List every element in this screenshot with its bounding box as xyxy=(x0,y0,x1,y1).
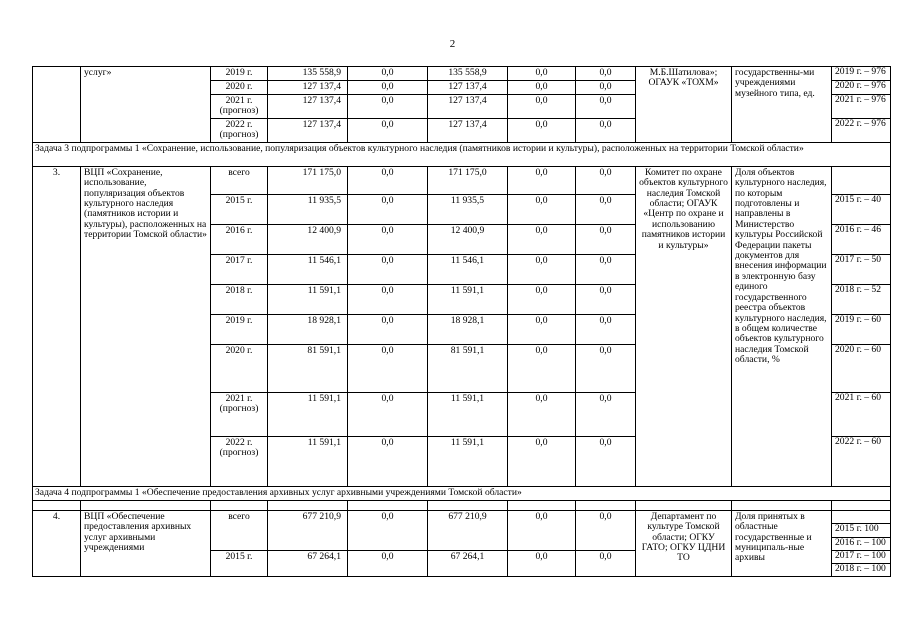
total-cell: 11 935,5 xyxy=(268,194,348,224)
blank-cell xyxy=(348,500,428,510)
other-cell: 0,0 xyxy=(576,510,636,550)
federal-cell: 0,0 xyxy=(348,95,428,119)
year-cell: 2019 г. xyxy=(211,314,268,344)
local-cell: 0,0 xyxy=(508,314,576,344)
local-cell: 0,0 xyxy=(508,284,576,314)
year-cell: 2015 г. xyxy=(211,194,268,224)
federal-cell: 0,0 xyxy=(348,550,428,576)
federal-cell: 0,0 xyxy=(348,284,428,314)
local-cell: 0,0 xyxy=(508,224,576,254)
year-cell: 2015 г. xyxy=(211,550,268,576)
indicator-value-cell: 2022 г. – 976 xyxy=(832,118,891,142)
regional-cell: 12 400,9 xyxy=(428,224,508,254)
regional-cell: 127 137,4 xyxy=(428,95,508,119)
local-cell: 0,0 xyxy=(508,254,576,284)
regional-cell: 67 264,1 xyxy=(428,550,508,576)
other-cell: 0,0 xyxy=(576,224,636,254)
federal-cell: 0,0 xyxy=(348,166,428,194)
blank-cell xyxy=(81,500,211,510)
total-cell: 11 591,1 xyxy=(268,392,348,436)
table-row xyxy=(33,67,891,81)
other-cell: 0,0 xyxy=(576,67,636,81)
federal-cell: 0,0 xyxy=(348,224,428,254)
local-cell: 0,0 xyxy=(508,166,576,194)
other-cell: 0,0 xyxy=(576,284,636,314)
indicator-value: 2016 г. – 100 xyxy=(835,536,886,548)
indicator-value-cell xyxy=(832,166,891,194)
year-cell: 2022 г. (прогноз) xyxy=(211,436,268,486)
executor-cell: М.Б.Шатилова»; ОГАУК «ТОХМ» xyxy=(636,67,732,143)
row-number-cell: 4. xyxy=(33,510,81,576)
local-cell: 0,0 xyxy=(508,81,576,95)
indicator-value-cell xyxy=(832,510,891,550)
other-cell: 0,0 xyxy=(576,118,636,142)
other-cell: 0,0 xyxy=(576,344,636,392)
other-cell: 0,0 xyxy=(576,436,636,486)
year-cell: 2022 г. (прогноз) xyxy=(211,118,268,142)
indicator-value-cell: 2020 г. – 60 xyxy=(832,344,891,392)
indicator-value-cell: 2021 г. – 976 xyxy=(832,95,891,119)
other-cell: 0,0 xyxy=(576,392,636,436)
indicator-value-cell: 2022 г. – 60 xyxy=(832,436,891,486)
indicator-value-cell: 2015 г. – 40 xyxy=(832,194,891,224)
blank-cell xyxy=(33,500,81,510)
regional-cell: 11 935,5 xyxy=(428,194,508,224)
year-cell: всего xyxy=(211,510,268,550)
federal-cell: 0,0 xyxy=(348,510,428,550)
table-row xyxy=(33,500,891,510)
local-cell: 0,0 xyxy=(508,436,576,486)
federal-cell: 0,0 xyxy=(348,344,428,392)
budget-table xyxy=(32,66,891,577)
blank-cell xyxy=(832,500,891,510)
federal-cell: 0,0 xyxy=(348,436,428,486)
program-name: услуг» xyxy=(84,67,112,78)
local-cell: 0,0 xyxy=(508,118,576,142)
program-name-cell: ВЦП «Сохранение, использование, популяризация объектов культурного наследия (памятников истории и культуры), расположенных на территории Томской области» xyxy=(81,166,211,486)
regional-cell: 135 558,9 xyxy=(428,67,508,81)
regional-cell: 11 591,1 xyxy=(428,392,508,436)
indicator-value-cell xyxy=(832,550,891,576)
task-row xyxy=(33,486,891,500)
indicator-value: 2015 г. 100 xyxy=(832,524,890,538)
regional-cell: 677 210,9 xyxy=(428,510,508,550)
year-cell: 2016 г. xyxy=(211,224,268,254)
regional-cell: 127 137,4 xyxy=(428,118,508,142)
indicator-value-cell: 2021 г. – 60 xyxy=(832,392,891,436)
year-cell: 2019 г. xyxy=(211,67,268,81)
indicator-cell: Доля принятых в областные государственные и муниципаль-ные архивы xyxy=(732,510,832,576)
other-cell: 0,0 xyxy=(576,254,636,284)
regional-cell: 127 137,4 xyxy=(428,81,508,95)
program-name-cell: ВЦП «Обеспечение предоставления архивных услуг архивными учреждениями xyxy=(81,510,211,576)
budget-table-wrapper xyxy=(32,66,890,577)
year-cell: 2017 г. xyxy=(211,254,268,284)
regional-cell: 171 175,0 xyxy=(428,166,508,194)
year-cell: 2018 г. xyxy=(211,284,268,314)
blank-cell xyxy=(732,500,832,510)
regional-cell: 11 591,1 xyxy=(428,284,508,314)
other-cell: 0,0 xyxy=(576,314,636,344)
other-cell: 0,0 xyxy=(576,95,636,119)
local-cell: 0,0 xyxy=(508,510,576,550)
local-cell: 0,0 xyxy=(508,194,576,224)
other-cell: 0,0 xyxy=(576,194,636,224)
indicator-value: 2018 г. – 100 xyxy=(835,562,886,574)
federal-cell: 0,0 xyxy=(348,118,428,142)
total-cell: 81 591,1 xyxy=(268,344,348,392)
blank-cell xyxy=(508,500,576,510)
total-cell: 12 400,9 xyxy=(268,224,348,254)
blank-cell xyxy=(268,500,348,510)
local-cell: 0,0 xyxy=(508,344,576,392)
total-cell: 11 591,1 xyxy=(268,284,348,314)
total-cell: 677 210,9 xyxy=(268,510,348,550)
blank-cell xyxy=(576,500,636,510)
federal-cell: 0,0 xyxy=(348,81,428,95)
indicator-value-cell: 2016 г. – 46 xyxy=(832,224,891,254)
total-cell: 127 137,4 xyxy=(268,118,348,142)
indicator-value-cell: 2018 г. – 52 xyxy=(832,284,891,314)
year-cell: 2021 г. (прогноз) xyxy=(211,392,268,436)
blank-cell xyxy=(211,500,268,510)
regional-cell: 81 591,1 xyxy=(428,344,508,392)
total-cell: 11 546,1 xyxy=(268,254,348,284)
row-number-cell xyxy=(33,67,81,143)
regional-cell: 18 928,1 xyxy=(428,314,508,344)
year-cell: всего xyxy=(211,166,268,194)
program-name-cell xyxy=(81,67,211,143)
row-number-cell: 3. xyxy=(33,166,81,486)
federal-cell: 0,0 xyxy=(348,67,428,81)
task-4-heading: Задача 4 подпрограммы 1 «Обеспечение предоставления архивных услуг архивными учреждениями Томской области» xyxy=(33,486,891,500)
federal-cell: 0,0 xyxy=(348,194,428,224)
regional-cell: 11 591,1 xyxy=(428,436,508,486)
task-3-heading: Задача 3 подпрограммы 1 «Сохранение, использование, популяризация объектов культурного наследия (памятников истории и культуры), расположенных на территории Томской области» xyxy=(33,142,891,166)
table-row xyxy=(33,166,891,194)
other-cell: 0,0 xyxy=(576,166,636,194)
total-cell: 11 591,1 xyxy=(268,436,348,486)
total-cell: 127 137,4 xyxy=(268,95,348,119)
local-cell: 0,0 xyxy=(508,95,576,119)
blank-cell xyxy=(636,500,732,510)
federal-cell: 0,0 xyxy=(348,314,428,344)
task-row xyxy=(33,142,891,166)
indicator-value-cell: 2017 г. – 50 xyxy=(832,254,891,284)
indicator-value-cell: 2020 г. – 976 xyxy=(832,81,891,95)
executor-cell: Комитет по охране объектов культурного наследия Томской области; ОГАУК «Центр по охране и использованию памятников истории и культуры» xyxy=(636,166,732,486)
other-cell: 0,0 xyxy=(576,550,636,576)
executor-cell: Департамент по культуре Томской области; ОГКУ ГАТО; ОГКУ ЦДНИ ТО xyxy=(636,510,732,576)
indicator-cell: государственны-ми учреждениями музейного типа, ед. xyxy=(732,67,832,143)
other-cell: 0,0 xyxy=(576,81,636,95)
table-row xyxy=(33,510,891,550)
year-cell: 2020 г. xyxy=(211,344,268,392)
year-cell: 2020 г. xyxy=(211,81,268,95)
local-cell: 0,0 xyxy=(508,67,576,81)
year-cell: 2021 г. (прогноз) xyxy=(211,95,268,119)
blank-cell xyxy=(428,500,508,510)
indicator-value-cell: 2019 г. – 60 xyxy=(832,314,891,344)
federal-cell: 0,0 xyxy=(348,254,428,284)
total-cell: 67 264,1 xyxy=(268,550,348,576)
page-number: 2 xyxy=(449,38,456,50)
indicator-cell: Доля объектов культурного наследия, по которым подготовлены и направлены в Министерство культуры Российской Федерации пакеты документов для внесения информации в электронную базу единого государственного реестра объектов культурного наследия, в общем количестве объектов культурного наследия Томской области, % xyxy=(732,166,832,486)
total-cell: 127 137,4 xyxy=(268,81,348,95)
total-cell: 171 175,0 xyxy=(268,166,348,194)
federal-cell: 0,0 xyxy=(348,392,428,436)
local-cell: 0,0 xyxy=(508,392,576,436)
local-cell: 0,0 xyxy=(508,550,576,576)
indicator-value-empty xyxy=(832,511,890,524)
indicator-value: 2017 г. – 100 xyxy=(832,551,890,564)
total-cell: 135 558,9 xyxy=(268,67,348,81)
indicator-value-cell: 2019 г. – 976 xyxy=(832,67,891,81)
total-cell: 18 928,1 xyxy=(268,314,348,344)
regional-cell: 11 546,1 xyxy=(428,254,508,284)
